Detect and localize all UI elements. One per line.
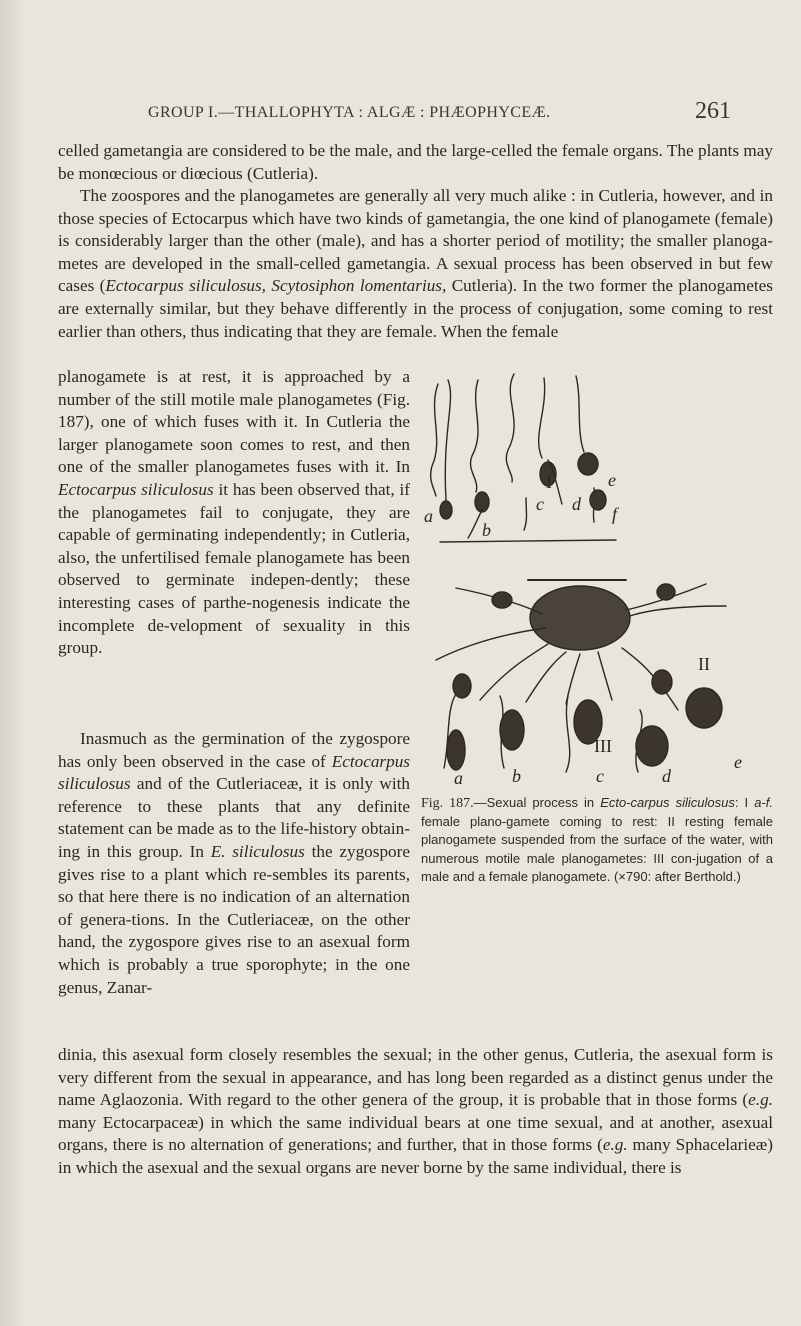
paragraph-2-text-b: Cutleria). In the two former the planogametes are externally similar, but they behave differently in the process of conjugation, some coming to rest earlier than others, thus indicating that they are female. When the female xyxy=(58,276,773,341)
paragraph-4-text-c: the zygospore gives rise to a plant which re-sembles its parents, so that here there is no indication of an alternation of genera-tions. In the Cutleriaceæ, on the other hand, the zygospore gives rise to an asexual form which is probably a true sporophyte; in the one genus, Zanar- xyxy=(58,841,410,997)
fig-label-III-e: e xyxy=(734,752,742,772)
fig-roman-III: III xyxy=(594,736,612,756)
page-gutter-shadow xyxy=(0,0,26,1326)
paragraph-4-species: Ectocarpus siliculosus xyxy=(58,751,410,794)
fig-label-I-f: f xyxy=(612,504,618,524)
paragraph-4-text-a: Inasmuch as the germination of the zygospore has only been observed in the case of xyxy=(58,729,410,771)
fig-label-I-a: a xyxy=(424,506,433,526)
caption-text-b: : I xyxy=(734,795,755,810)
paragraph-4-text-b: and of the Cutleriaceæ, it is only with reference to these plants that any definite statement can be made as to the life-history obtain-ing in this group. In xyxy=(58,774,410,861)
paragraph-3-text-b: it has been observed that, if the planogametes fail to conjugate, they are capable of germinating independently; in Cutleria, also, the unfertilised female planogamete has been observed to germinate indepen-dently; these interesting cases of parthe-nogenesis indicate the incomplete de-velopment of sexuality in this group. xyxy=(58,479,410,658)
caption-range: a-f. xyxy=(754,795,773,810)
paragraph-5-eg-2: e.g. xyxy=(602,1135,628,1155)
paragraph-1 xyxy=(58,140,773,185)
caption-text-c: female plano-gamete coming to rest: II resting female planogamete suspended from the surface of the water, with numerous motile male planogametes: III con-jugation of a male and a female planogamete. (×790: after Berthold.) xyxy=(421,814,773,884)
caption-species: Ecto-carpus siliculosus xyxy=(600,795,735,810)
paragraph-4 xyxy=(58,728,410,999)
paragraph-5-text-b: many Ectocarpaceæ) in which the same individual bears at one time sexual, and at another, asexual organs, there is no alternation of generations; and further, that in those forms ( xyxy=(58,1112,773,1155)
fig-roman-II: II xyxy=(698,654,710,674)
paragraph-2-text-a: The zoospores and the planogametes are generally all very much alike : in Cutleria, however, and in those species of Ectocarpus which have two kinds of gametangia, the one kind of planogamete (female) is considerably larger than the other (male), and has a shorter period of motility; the smaller planoga-metes are developed in the small-celled gametangia. A sexual process has been observed in but few cases ( xyxy=(58,186,773,296)
caption-text-a: —Sexual process in xyxy=(473,795,601,810)
fig-label-I-c: c xyxy=(536,494,544,514)
paragraph-3 xyxy=(58,366,410,660)
paragraph-2 xyxy=(58,185,773,343)
paragraph-2-species: Ectocarpus siliculosus, Scytosiphon lomentarius, xyxy=(105,276,447,296)
figure-187-illustration xyxy=(416,370,776,788)
fig-label-III-b: b xyxy=(512,766,521,786)
paragraph-5-text-c: many Sphacelarieæ) in which the asexual and the sexual organs are never borne by the same individual, there is xyxy=(58,1135,773,1177)
paragraph-5 xyxy=(58,1044,773,1180)
figure-187-drawing xyxy=(416,370,776,788)
fig-label-I-d: d xyxy=(572,494,581,514)
header-title: GROUP I.—THALLOPHYTA : ALGÆ : PHÆOPHYCEÆ. xyxy=(148,104,551,121)
fig-label-I-e: e xyxy=(608,470,616,490)
fig-label-III-d: d xyxy=(662,766,671,786)
paragraph-5-text-a: dinia, this asexual form closely resembles the sexual; in the other genus, Cutleria, the asexual form is very different from the sexual in appearance, and has long been regarded as a distinct genus under the name Aglaozonia. With regard to the other genera of the group, it is probable that in those forms ( xyxy=(58,1045,773,1110)
paragraph-5-eg-1: e.g. xyxy=(748,1090,773,1110)
paragraph-4-species-2: E. siliculosus xyxy=(210,841,305,861)
paragraph-3-species: Ectocarpus siliculosus xyxy=(58,479,214,499)
paragraph-3-text-a: planogamete is at rest, it is approached by a number of the still motile male planogametes (Fig. 187), one of which fuses with it. In Cutleria the larger planogamete soon comes to rest, and then one of the smaller planogametes fuses with it. In xyxy=(58,367,410,477)
fig-label-III-c: c xyxy=(596,766,604,786)
fig-label-I-b: b xyxy=(482,520,491,540)
figure-187-caption xyxy=(421,794,773,886)
fig-label-III-a: a xyxy=(454,768,463,788)
paragraph-1-text: celled gametangia are considered to be the male, and the large-celled the female organs. The plants may be monœcious or diœcious (Cutleria). xyxy=(58,141,773,183)
page-number: 261 xyxy=(695,98,731,124)
caption-figure-number: Fig. 187. xyxy=(421,796,474,811)
fig-roman-I: I xyxy=(546,472,552,492)
running-header xyxy=(0,98,801,128)
